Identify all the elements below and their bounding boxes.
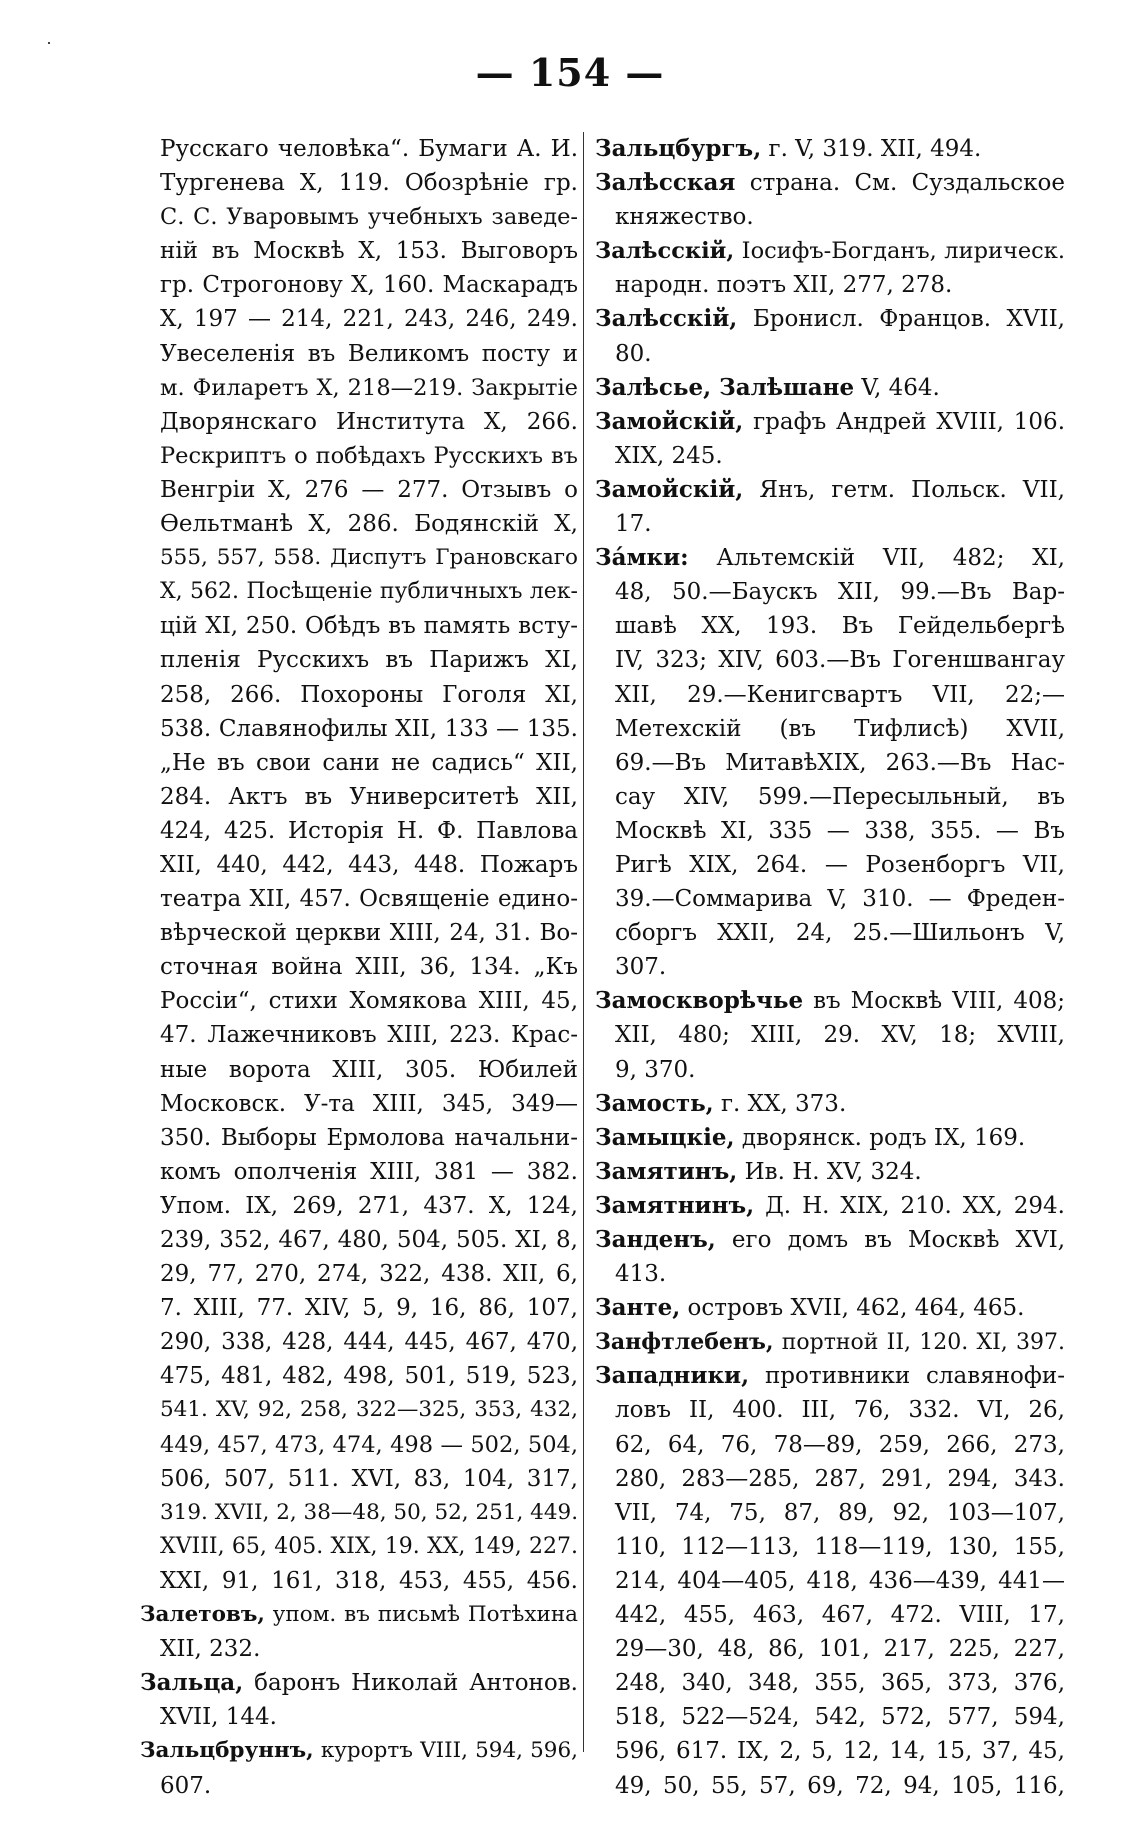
index-line	[595, 984, 1065, 1018]
index-text: 17.	[615, 511, 652, 538]
index-headword: Зальцбруннъ,	[140, 1738, 314, 1764]
index-text: ные ворота XIII, 305. Юбилей	[160, 1056, 578, 1083]
index-line	[140, 1496, 578, 1530]
index-line	[140, 234, 578, 268]
index-text: 307.	[615, 954, 667, 981]
index-line	[595, 1462, 1065, 1496]
index-line	[140, 507, 578, 541]
index-text: м. Филаретъ X, 218—219. Закрытіе	[160, 374, 578, 401]
index-line	[140, 473, 578, 507]
index-line	[595, 1359, 1065, 1393]
index-text: страна. См. Суздальское	[735, 170, 1065, 197]
index-text: XVIII, 65, 405. XIX, 19. XX, 149, 227.	[160, 1533, 578, 1559]
index-line	[140, 268, 578, 302]
index-line	[595, 1257, 1065, 1291]
index-text: 280, 283—285, 287, 291, 294, 343.	[615, 1465, 1065, 1492]
index-text: островъ XVII, 462, 464, 465.	[680, 1295, 1025, 1322]
index-headword: Зальцбургъ,	[595, 135, 762, 162]
index-text: 9, 370.	[615, 1056, 696, 1083]
index-headword: Занфтлебенъ,	[595, 1329, 774, 1356]
index-text: Янъ, гетм. Польск. VII,	[743, 476, 1065, 503]
index-text: 413.	[615, 1261, 667, 1288]
page-number: — 154 —	[475, 50, 665, 95]
index-text: комъ ополченія XIII, 381 — 382.	[160, 1158, 578, 1185]
index-text: вѣрческой церкви XIII, 24, 31. Во-	[160, 920, 578, 947]
index-text: театра XII, 457. Освященіе едино-	[160, 886, 578, 913]
index-text: V, 464.	[854, 374, 940, 401]
index-line	[140, 1155, 578, 1189]
index-text: г. XX, 373.	[713, 1090, 847, 1117]
index-text: портной II, 120. XI, 397.	[773, 1330, 1065, 1356]
index-text: цій XI, 250. Обѣдъ въ память всту-	[160, 613, 578, 640]
index-text: X, 197 — 214, 221, 243, 246, 249.	[160, 306, 578, 333]
index-text: 39.—Соммарива V, 310. — Фреден-	[615, 886, 1065, 913]
index-text: 290, 338, 428, 444, 445, 467, 470,	[160, 1329, 578, 1356]
index-text: 239, 352, 467, 480, 504, 505. XI, 8,	[160, 1227, 578, 1253]
index-headword: Залетовъ,	[140, 1602, 265, 1628]
index-headword: Замойскій,	[595, 475, 744, 503]
index-line	[595, 1496, 1065, 1530]
index-line	[595, 643, 1065, 677]
index-line	[140, 1325, 578, 1359]
index-line	[140, 984, 578, 1018]
index-line	[595, 1393, 1065, 1427]
index-line	[140, 1700, 578, 1734]
index-text: княжество.	[615, 204, 754, 231]
index-line	[140, 439, 578, 473]
index-line	[140, 405, 578, 439]
index-text: XII, 29.—Кенигсвартъ VII, 22;—	[615, 681, 1065, 708]
index-line	[595, 1018, 1065, 1052]
index-text: Ригѣ XIX, 264. — Розенборгъ VII,	[615, 851, 1065, 878]
index-line	[140, 1632, 578, 1666]
index-line	[140, 132, 578, 166]
index-line	[140, 302, 578, 336]
index-text: XIX, 245.	[615, 442, 723, 469]
index-text: X, 562. Посѣщеніе публичныхъ лек-	[160, 579, 578, 605]
index-headword: Замость,	[595, 1089, 714, 1117]
index-line	[140, 1291, 578, 1325]
index-line	[140, 200, 578, 234]
index-headword: Замятнинъ,	[595, 1191, 755, 1219]
index-text: Бронисл. Францов. XVII,	[737, 306, 1065, 333]
index-text: 607.	[160, 1772, 212, 1799]
index-line	[595, 405, 1065, 439]
index-line	[595, 575, 1065, 609]
index-line	[595, 1087, 1065, 1121]
index-line	[595, 473, 1065, 507]
index-text: Москвѣ XI, 335 — 338, 355. — Въ	[615, 817, 1065, 844]
index-line	[140, 712, 578, 746]
index-headword: Замойскій,	[595, 407, 744, 435]
index-line	[595, 814, 1065, 848]
index-line	[595, 1734, 1065, 1768]
index-text: Русскаго человѣка“. Бумаги А. И.	[160, 136, 578, 162]
index-text: 62, 64, 76, 78—89, 259, 266, 273,	[615, 1431, 1065, 1458]
index-line	[595, 882, 1065, 916]
index-line	[595, 132, 1065, 166]
index-line	[140, 541, 578, 575]
index-line	[140, 1087, 578, 1121]
index-line	[595, 302, 1065, 336]
index-text: баронъ Николай Антонов.	[243, 1670, 578, 1697]
index-text: сборгъ XXII, 24, 25.—Шильонъ V,	[615, 920, 1065, 947]
index-line	[595, 268, 1065, 302]
index-text: 442, 455, 463, 467, 472. VIII, 17,	[615, 1602, 1065, 1629]
index-line	[595, 541, 1065, 575]
index-text: XII, 440, 442, 443, 448. Пожаръ	[160, 851, 578, 878]
index-line	[140, 814, 578, 848]
index-text: Дворянскаго Института X, 266.	[160, 408, 578, 435]
index-text: Д. Н. XIX, 210. XX, 294.	[754, 1192, 1065, 1219]
index-text: Альтемскій VII, 482; XI,	[688, 545, 1065, 572]
index-text: сточная война XIII, 36, 134. „Къ	[160, 954, 578, 981]
index-line	[595, 712, 1065, 746]
index-text: 518, 522—524, 542, 572, 577, 594,	[615, 1704, 1065, 1731]
index-text: дворянск. родъ IX, 169.	[734, 1124, 1026, 1151]
index-line	[140, 609, 578, 643]
index-text: 506, 507, 511. XVI, 83, 104, 317,	[160, 1465, 578, 1492]
index-text: въ Москвѣ VIII, 408;	[803, 988, 1065, 1015]
index-text: 555, 557, 558. Диспутъ Грановскаго	[160, 545, 578, 571]
index-line	[595, 609, 1065, 643]
index-text: 258, 266. Похороны Гоголя XI,	[160, 681, 578, 708]
stray-mark	[48, 42, 50, 44]
index-text: XXI, 91, 161, 318, 453, 455, 456.	[160, 1567, 578, 1594]
index-line	[140, 950, 578, 984]
index-line	[595, 1223, 1065, 1257]
index-text: Рескриптъ о побѣдахъ Русскихъ въ	[160, 442, 578, 469]
index-column-left	[140, 132, 578, 1803]
index-line	[140, 1564, 578, 1598]
index-line	[140, 1359, 578, 1393]
index-text: сау XIV, 599.—Пересыльный, въ	[615, 783, 1065, 810]
index-headword: Залѣсье, Залѣшане	[595, 373, 855, 401]
index-text: 49, 50, 55, 57, 69, 72, 94, 105, 116,	[615, 1772, 1065, 1799]
index-text: 284. Актъ въ Университетѣ XII,	[160, 783, 578, 810]
index-headword: Занденъ,	[595, 1226, 716, 1253]
index-text: 214, 404—405, 418, 436—439, 441—	[615, 1567, 1065, 1594]
index-line	[595, 746, 1065, 780]
index-headword: Занте,	[595, 1294, 681, 1322]
index-line	[595, 1632, 1065, 1666]
index-text: 319. XVII, 2, 38—48, 50, 52, 251, 449.	[160, 1499, 579, 1525]
index-line	[595, 1189, 1065, 1223]
index-line	[140, 1121, 578, 1155]
index-line	[595, 1769, 1065, 1803]
index-text: пленія Русскихъ въ Парижъ XI,	[160, 647, 578, 674]
index-headword: За́мки:	[595, 544, 689, 572]
index-line	[595, 1598, 1065, 1632]
index-text: 449, 457, 473, 474, 498 — 502, 504,	[160, 1431, 578, 1458]
index-line	[140, 575, 578, 609]
index-line	[595, 1530, 1065, 1564]
index-line	[140, 1393, 578, 1427]
index-line	[140, 1053, 578, 1087]
index-headword: Залѣсскій,	[595, 238, 735, 265]
index-line	[595, 1564, 1065, 1598]
index-line	[595, 848, 1065, 882]
index-text: 424, 425. Исторія Н. Ф. Павлова	[160, 817, 578, 844]
index-text: противники славянофи-	[749, 1363, 1065, 1390]
index-column-right	[595, 132, 1065, 1803]
index-text: Россіи“, стихи Хомякова XIII, 45,	[160, 988, 578, 1015]
index-line	[140, 882, 578, 916]
index-line	[140, 1598, 578, 1632]
index-text: ловъ II, 400. III, 76, 332. VI, 26,	[615, 1397, 1065, 1424]
index-text: Венгріи X, 276 — 277. Отзывъ о	[160, 476, 578, 503]
index-text: 110, 112—113, 118—119, 130, 155,	[615, 1533, 1065, 1560]
index-headword: Залѣсскій,	[595, 305, 738, 333]
index-line	[595, 200, 1065, 234]
index-line	[140, 371, 578, 405]
index-line	[140, 1189, 578, 1223]
index-headword: Залѣсская	[595, 169, 736, 197]
index-headword: Зальца,	[140, 1669, 244, 1697]
index-text: 475, 481, 482, 498, 501, 519, 523,	[160, 1363, 578, 1390]
index-line	[140, 337, 578, 371]
index-text: Увеселенія въ Великомъ посту и	[160, 340, 578, 367]
index-line	[595, 678, 1065, 712]
index-line	[140, 678, 578, 712]
index-headword: Замыцкіе,	[595, 1123, 735, 1151]
index-headword: Замоскворѣчье	[595, 987, 804, 1015]
index-text: 538. Славянофилы XII, 133 — 135.	[160, 715, 578, 742]
index-line	[140, 1666, 578, 1700]
index-line	[140, 746, 578, 780]
index-text: 29, 77, 270, 274, 322, 438. XII, 6,	[160, 1261, 578, 1288]
index-text: 29—30, 48, 86, 101, 217, 225, 227,	[615, 1636, 1065, 1663]
index-line	[595, 166, 1065, 200]
index-line	[595, 1700, 1065, 1734]
index-line	[140, 780, 578, 814]
index-line	[140, 1462, 578, 1496]
index-line	[595, 1666, 1065, 1700]
index-text: 47. Лажечниковъ XIII, 223. Крас-	[160, 1022, 578, 1049]
index-text: Метехскій (въ Тифлисѣ) XVII,	[615, 715, 1065, 742]
index-line	[595, 780, 1065, 814]
index-text: 7. XIII, 77. XIV, 5, 9, 16, 86, 107,	[160, 1295, 578, 1322]
index-line	[595, 916, 1065, 950]
index-text: XVII, 144.	[160, 1704, 277, 1731]
index-line	[595, 234, 1065, 268]
index-line	[595, 507, 1065, 541]
index-text: 80.	[615, 340, 652, 367]
index-text: Тургенева X, 119. Обозрѣніе гр.	[160, 170, 578, 197]
index-text: шавѣ XX, 193. Въ Гейдельбергѣ	[615, 613, 1065, 640]
index-text: 248, 340, 348, 355, 365, 373, 376,	[615, 1670, 1065, 1697]
index-text: VII, 74, 75, 87, 89, 92, 103—107,	[615, 1499, 1065, 1526]
index-text: 69.—Въ МитавѣXIX, 263.—Въ Нас-	[615, 749, 1065, 776]
index-line	[140, 1223, 578, 1257]
index-line	[595, 1053, 1065, 1087]
index-text: Упом. IX, 269, 271, 437. X, 124,	[160, 1192, 578, 1219]
index-headword: Западники,	[595, 1362, 750, 1390]
index-text: 596, 617. IX, 2, 5, 12, 14, 15, 37, 45,	[615, 1738, 1065, 1765]
index-text: Іосифъ-Богданъ, лирическ.	[734, 238, 1065, 265]
index-line	[140, 1257, 578, 1291]
index-line	[140, 1769, 578, 1803]
index-line	[595, 1121, 1065, 1155]
index-text: его домъ въ Москвѣ XVI,	[715, 1227, 1065, 1253]
index-text: курортъ VIII, 594, 596,	[313, 1738, 578, 1764]
index-text: ній въ Москвѣ X, 153. Выговоръ	[160, 238, 578, 265]
index-text: „Не въ свои сани не садись“ XII,	[160, 749, 578, 776]
index-text: гр. Строгонову X, 160. Маскарадъ	[160, 272, 578, 299]
index-text: 350. Выборы Ермолова начальни-	[160, 1124, 578, 1151]
index-text: Ѳельтманѣ X, 286. Бодянскій X,	[160, 511, 578, 538]
index-text: XII, 480; XIII, 29. XV, 18; XVIII,	[615, 1022, 1065, 1049]
index-line	[140, 166, 578, 200]
index-line	[595, 371, 1065, 405]
index-text: упом. въ письмѣ Потѣхина	[264, 1602, 578, 1628]
index-text: С. С. Уваровымъ учебныхъ заведе-	[160, 204, 578, 231]
index-line	[140, 1428, 578, 1462]
index-line	[595, 337, 1065, 371]
index-line	[595, 950, 1065, 984]
index-text: народн. поэтъ XII, 277, 278.	[615, 272, 953, 299]
index-line	[595, 1325, 1065, 1359]
index-line	[140, 848, 578, 882]
index-text: Московск. У-та XIII, 345, 349—	[160, 1090, 578, 1117]
index-headword: Замятинъ,	[595, 1157, 738, 1185]
index-line	[140, 1018, 578, 1052]
index-line	[595, 439, 1065, 473]
index-line	[595, 1428, 1065, 1462]
index-line	[595, 1291, 1065, 1325]
index-text: 48, 50.—Баускъ XII, 99.—Въ Вар-	[615, 579, 1065, 606]
index-line	[140, 916, 578, 950]
index-text: IV, 323; XIV, 603.—Въ Гогеншвангау	[615, 647, 1065, 674]
column-divider	[583, 132, 584, 1752]
index-text: Ив. Н. XV, 324.	[737, 1158, 922, 1185]
index-line	[140, 1530, 578, 1564]
index-text: графъ Андрей XVIII, 106.	[743, 408, 1065, 435]
index-line	[140, 643, 578, 677]
index-text: г. V, 319. XII, 494.	[761, 136, 982, 162]
index-line	[595, 1155, 1065, 1189]
index-text: XII, 232.	[160, 1636, 261, 1663]
index-text: 541. XV, 92, 258, 322—325, 353, 432,	[160, 1397, 578, 1423]
index-line	[140, 1734, 578, 1768]
